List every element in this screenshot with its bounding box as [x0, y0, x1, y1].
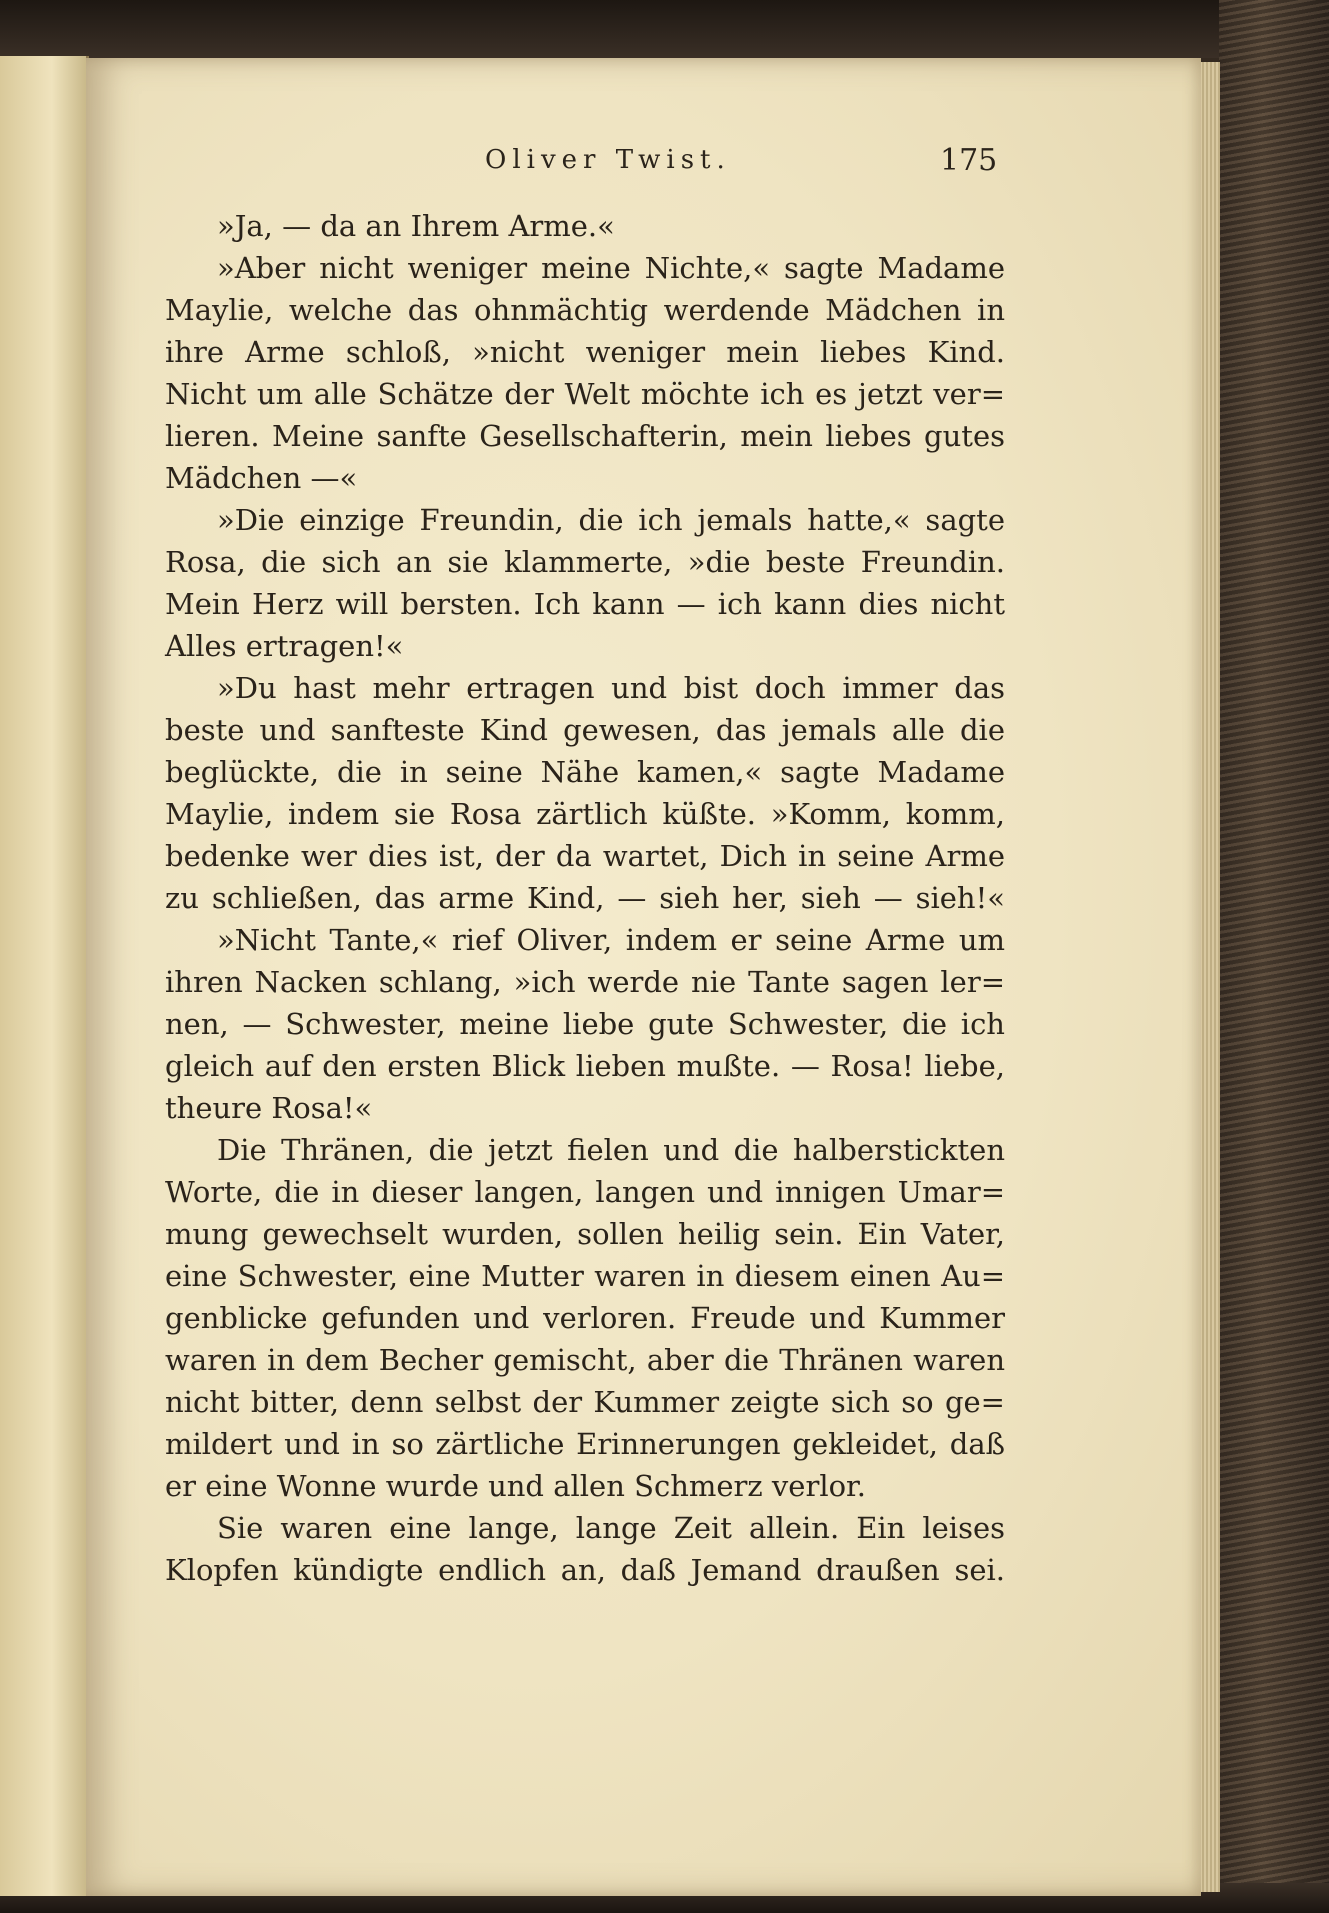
text-line: nicht bitter, denn selbst der Kummer zeigte sich so ge= [165, 1385, 1005, 1419]
cover-top-edge [0, 0, 1329, 58]
text-line: beste und sanfteste Kind gewesen, das jemals alle die [165, 713, 1005, 747]
text-line: »Nicht Tante,« rief Oliver, indem er seine Arme um [217, 923, 1005, 957]
text-line: Rosa, die sich an sie klammerte, »die beste Freundin. [165, 545, 1005, 579]
text-line: genblicke gefunden und verloren. Freude und Kummer [165, 1301, 1005, 1335]
text-line: Worte, die in dieser langen, langen und innigen Umar= [165, 1175, 1005, 1209]
text-line: »Ja, — da an Ihrem Arme.« [217, 209, 615, 243]
text-line: nen, — Schwester, meine liebe gute Schwester, die ich [165, 1007, 1005, 1041]
text-line: mung gewechselt wurden, sollen heilig sein. Ein Vater, [165, 1217, 1005, 1251]
text-line: »Die einzige Freundin, die ich jemals hatte,« sagte [217, 503, 1005, 537]
text-line: »Du hast mehr ertragen und bist doch immer das [217, 671, 1005, 705]
text-line: Mädchen —« [165, 461, 358, 495]
page-number: 175 [940, 143, 998, 178]
text-line: beglückte, die in seine Nähe kamen,« sagte Madame [165, 755, 1005, 789]
text-line: lieren. Meine sanfte Gesellschafterin, mein liebes gutes [165, 419, 1005, 453]
text-line: waren in dem Becher gemischt, aber die Thränen waren [165, 1343, 1005, 1377]
facing-page [0, 56, 89, 1896]
text-line: mildert und in so zärtliche Erinnerungen gekleidet, daß [165, 1427, 1005, 1461]
text-line: »Aber nicht weniger meine Nichte,« sagte Madame [217, 251, 1005, 285]
text-line: ihren Nacken schlang, »ich werde nie Tante sagen ler= [165, 965, 1005, 999]
cover-right-edge [1219, 0, 1329, 1913]
text-line: Klopfen kündigte endlich an, daß Jemand draußen sei. [165, 1553, 1005, 1587]
text-line: ihre Arme schloß, »nicht weniger mein liebes Kind. [165, 335, 1005, 369]
text-line: theure Rosa!« [165, 1091, 373, 1125]
text-line: bedenke wer dies ist, der da wartet, Dich in seine Arme [165, 839, 1005, 873]
text-line: Sie waren eine lange, lange Zeit allein. Ein leises [217, 1511, 1005, 1545]
text-line: gleich auf den ersten Blick lieben mußte. — Rosa! liebe, [165, 1049, 1005, 1083]
running-head [0, 145, 1329, 185]
text-line: eine Schwester, eine Mutter waren in diesem einen Au= [165, 1259, 1005, 1293]
text-line: Die Thränen, die jetzt fielen und die halberstickten [217, 1133, 1005, 1167]
text-line: Maylie, indem sie Rosa zärtlich küßte. »Komm, komm, [165, 797, 1005, 831]
running-head-title: Oliver Twist. [485, 145, 731, 175]
text-line: Mein Herz will bersten. Ich kann — ich kann dies nicht [165, 587, 1005, 621]
text-line: Nicht um alle Schätze der Welt möchte ich es jetzt ver= [165, 377, 1005, 411]
text-line: zu schließen, das arme Kind, — sieh her, sieh — sieh!« [165, 881, 1005, 915]
text-line: er eine Wonne wurde und allen Schmerz verlor. [165, 1469, 866, 1503]
text-line: Maylie, welche das ohnmächtig werdende Mädchen in [165, 293, 1005, 327]
text-line: Alles ertragen!« [165, 629, 404, 663]
body-text [165, 205, 1005, 1591]
